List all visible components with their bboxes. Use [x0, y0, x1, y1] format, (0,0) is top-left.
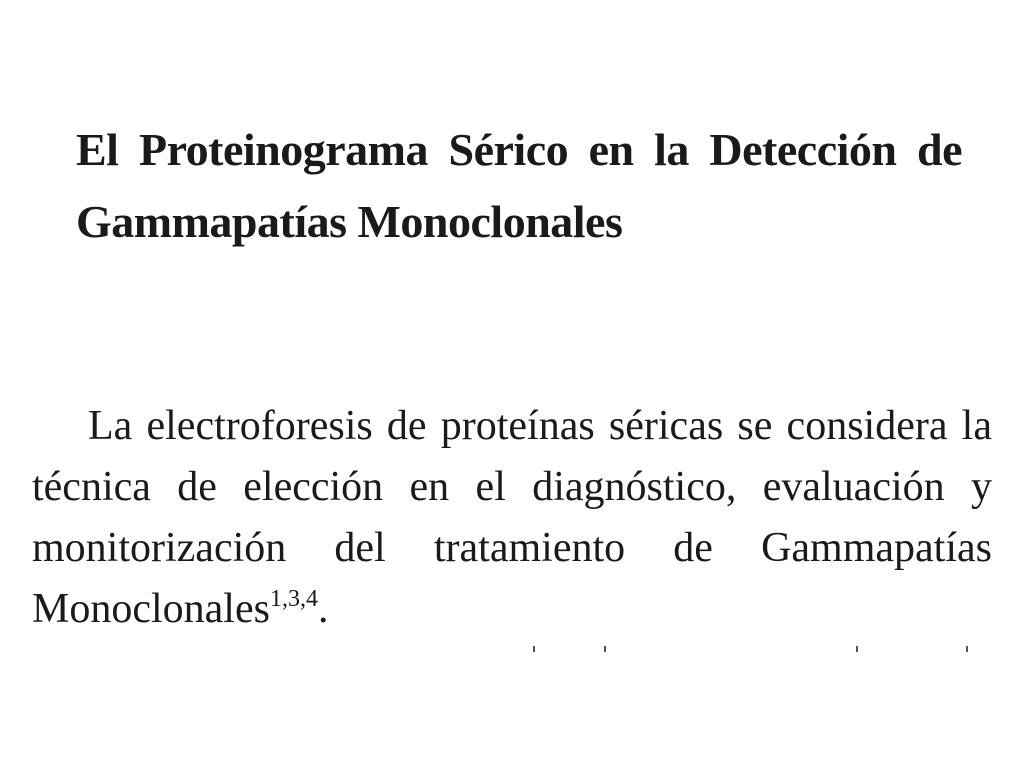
- paragraph-line-4-text: Monoclonales: [32, 586, 270, 632]
- cut-text-fragment: [966, 646, 968, 652]
- paragraph-line-2: técnica de elección en el diagnóstico, evaluación y: [32, 464, 992, 510]
- paragraph-line-4: [32, 579, 992, 640]
- paragraph-line-4-end: .: [317, 586, 329, 632]
- title-line-2: Gammapatías Monoclonales: [76, 196, 623, 247]
- body-paragraph: [32, 396, 992, 640]
- paragraph-line-3: monitorización del tratamiento de Gammapatías: [32, 525, 992, 571]
- document-title: [76, 114, 962, 258]
- citation-references: 1,3,4: [269, 586, 318, 612]
- cut-text-fragment: [604, 646, 606, 652]
- cut-text-fragment: [856, 646, 858, 652]
- cut-text-fragment: [533, 646, 535, 652]
- paragraph-line-1: La electroforesis de proteínas séricas se considera la: [88, 403, 992, 449]
- title-line-1: El Proteinograma Sérico en la Detección de: [76, 124, 962, 175]
